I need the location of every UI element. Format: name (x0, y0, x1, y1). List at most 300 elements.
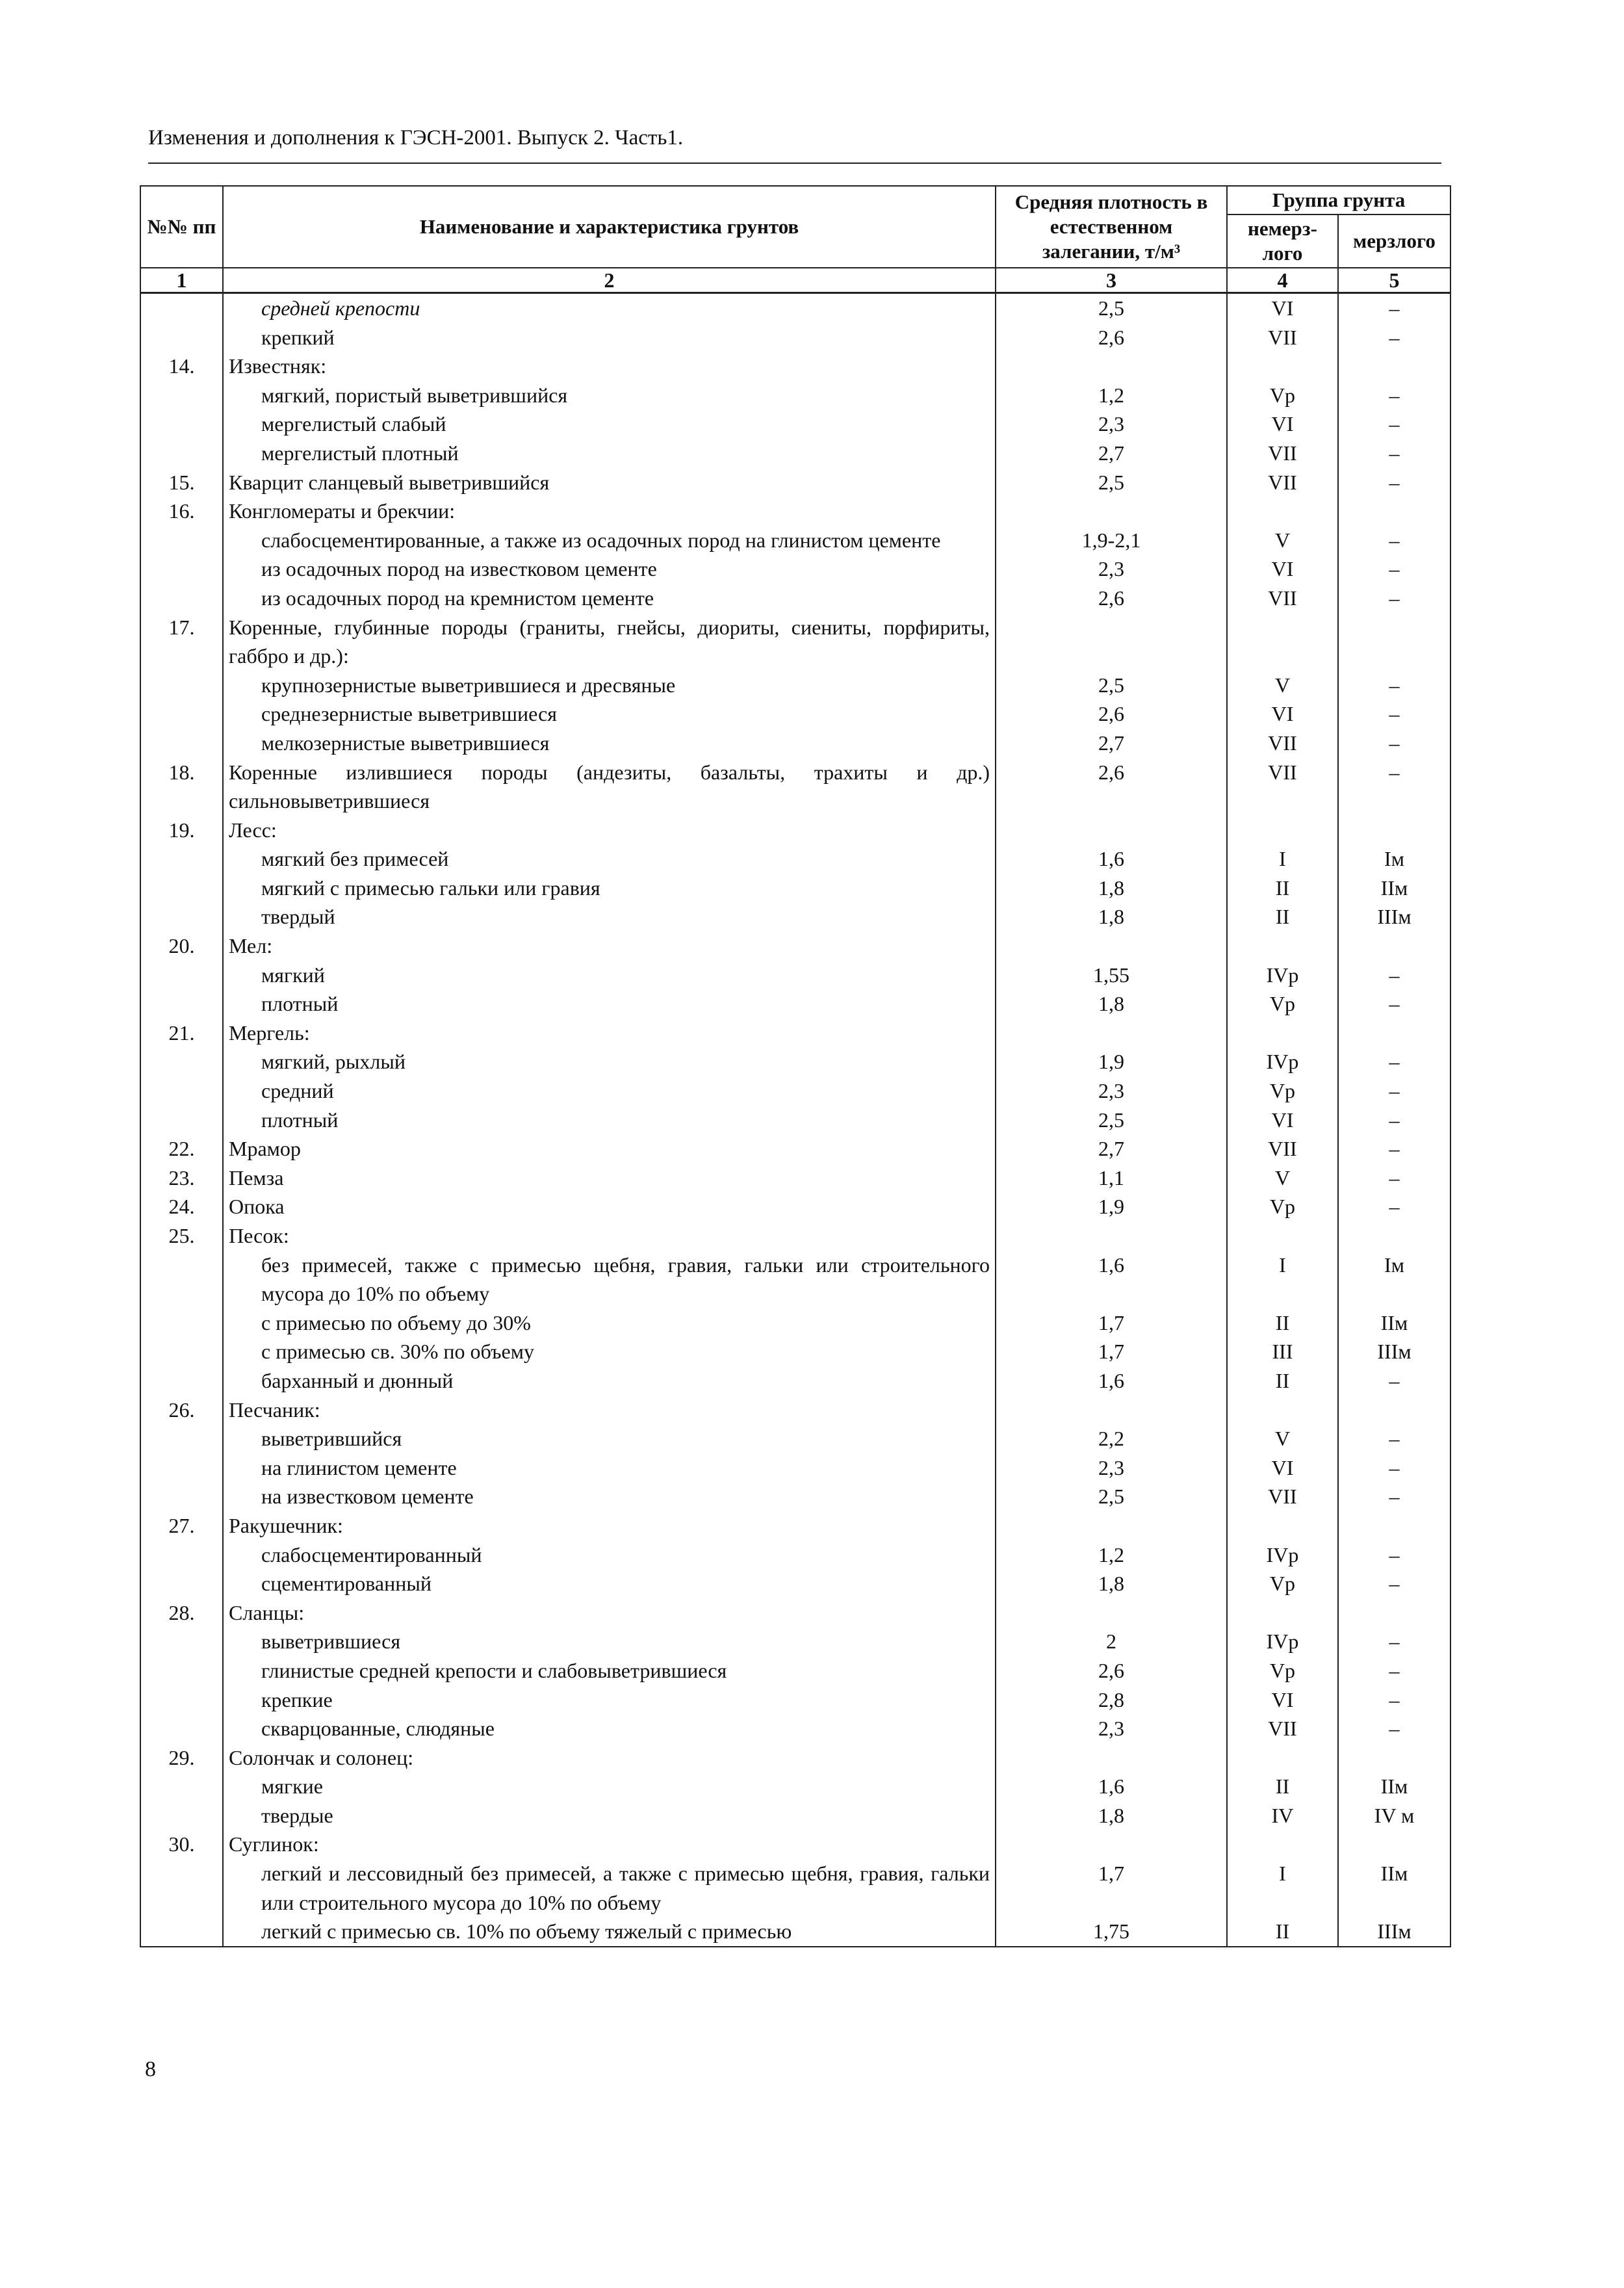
row-density: 2,6 (996, 1656, 1227, 1685)
row-group-frozen: – (1338, 468, 1450, 497)
col-header-density: Средняя плотность в естественном залегании, т/м³ (996, 186, 1227, 268)
row-group-unfrozen: Vр (1227, 1192, 1338, 1221)
table-row (140, 989, 1450, 1019)
row-density: 1,9 (996, 1192, 1227, 1221)
row-density: 1,8 (996, 1801, 1227, 1830)
row-group-unfrozen: VII (1227, 439, 1338, 468)
row-name: средний (223, 1076, 996, 1106)
row-number (140, 961, 223, 990)
row-group-unfrozen: VII (1227, 729, 1338, 758)
row-group-unfrozen: II (1227, 902, 1338, 931)
row-group-frozen (1338, 1743, 1450, 1773)
col-header-num: №№ пп (140, 186, 223, 268)
row-name: крепкий (223, 323, 996, 352)
row-group-unfrozen: VI (1227, 1685, 1338, 1715)
table-row (140, 497, 1450, 526)
row-group-frozen: IV м (1338, 1801, 1450, 1830)
table-row (140, 1685, 1450, 1715)
row-name: барханный и дюнный (223, 1366, 996, 1396)
row-name: легкий с примесью св. 10% по объему тяжелый с примесью (223, 1917, 996, 1947)
row-name: мергелистый слабый (223, 410, 996, 439)
row-name: легкий и лессовидный без примесей, а также с примесью щебня, гравия, гальки или строительного мусора до 10% по объему (223, 1859, 996, 1917)
row-number (140, 1424, 223, 1453)
row-number (140, 1308, 223, 1338)
row-group-unfrozen: VII (1227, 758, 1338, 816)
row-group-frozen: – (1338, 989, 1450, 1019)
row-number (140, 699, 223, 729)
row-group-frozen: Iм (1338, 844, 1450, 874)
row-name: Мергель: (223, 1019, 996, 1048)
row-name: плотный (223, 1106, 996, 1135)
row-name: твердый (223, 902, 996, 931)
table-row (140, 844, 1450, 874)
table-row (140, 1743, 1450, 1773)
row-group-frozen (1338, 497, 1450, 526)
row-number (140, 989, 223, 1019)
row-group-frozen: – (1338, 1569, 1450, 1598)
row-name: из осадочных пород на известковом цементе (223, 554, 996, 584)
row-density: 2,5 (996, 293, 1227, 323)
table-row (140, 1047, 1450, 1076)
table-row (140, 816, 1450, 845)
row-group-unfrozen: I (1227, 1251, 1338, 1308)
col-header-frozen: мерзлого (1338, 214, 1450, 268)
row-name: мягкий без примесей (223, 844, 996, 874)
row-group-frozen: – (1338, 1076, 1450, 1106)
table-row (140, 729, 1450, 758)
row-name: Солончак и солонец: (223, 1743, 996, 1773)
row-number (140, 526, 223, 555)
row-group-frozen (1338, 1221, 1450, 1251)
row-group-unfrozen (1227, 497, 1338, 526)
row-group-unfrozen: Vр (1227, 1569, 1338, 1598)
row-number: 20. (140, 931, 223, 961)
row-name: средней крепости (223, 293, 996, 323)
row-group-unfrozen: IVр (1227, 1627, 1338, 1656)
table-row (140, 1511, 1450, 1540)
row-name: мягкий, пористый выветрившийся (223, 381, 996, 410)
table-row (140, 1656, 1450, 1685)
row-group-frozen: – (1338, 554, 1450, 584)
row-group-frozen: – (1338, 323, 1450, 352)
row-name: крепкие (223, 1685, 996, 1715)
row-density: 2,6 (996, 323, 1227, 352)
soil-table (140, 185, 1451, 1947)
table-row (140, 1337, 1450, 1366)
row-name: Сланцы: (223, 1598, 996, 1628)
col-number-4: 4 (1227, 268, 1338, 293)
row-group-unfrozen: VII (1227, 1134, 1338, 1164)
table-row (140, 293, 1450, 323)
row-number (140, 1076, 223, 1106)
row-name: Известняк: (223, 352, 996, 381)
row-density (996, 613, 1227, 671)
col-number-3: 3 (996, 268, 1227, 293)
row-group-frozen: – (1338, 1540, 1450, 1570)
col-header-unfrozen: немерз-лого (1227, 214, 1338, 268)
row-group-unfrozen: III (1227, 1337, 1338, 1366)
row-name: на известковом цементе (223, 1482, 996, 1511)
row-name: Мрамор (223, 1134, 996, 1164)
row-group-unfrozen (1227, 352, 1338, 381)
row-name: глинистые средней крепости и слабовыветрившиеся (223, 1656, 996, 1685)
row-name: с примесью по объему до 30% (223, 1308, 996, 1338)
table-row (140, 1598, 1450, 1628)
row-density: 2,6 (996, 758, 1227, 816)
row-name: твердые (223, 1801, 996, 1830)
table-row (140, 1396, 1450, 1425)
col-number-5: 5 (1338, 268, 1450, 293)
table-row (140, 1917, 1450, 1947)
row-density: 1,7 (996, 1337, 1227, 1366)
row-density: 2,7 (996, 1134, 1227, 1164)
row-number (140, 1337, 223, 1366)
row-name: из осадочных пород на кремнистом цементе (223, 584, 996, 613)
table-body (140, 293, 1450, 1947)
row-density: 1,6 (996, 1772, 1227, 1801)
row-number (140, 554, 223, 584)
table-row (140, 1424, 1450, 1453)
row-name: без примесей, также с примесью щебня, гравия, гальки или строительного мусора до 10% по объему (223, 1251, 996, 1308)
table-row (140, 1569, 1450, 1598)
row-name: Лесс: (223, 816, 996, 845)
header-rule (148, 162, 1441, 164)
row-density (996, 1511, 1227, 1540)
row-density: 2,5 (996, 1482, 1227, 1511)
row-group-frozen: – (1338, 1106, 1450, 1135)
row-name: Кварцит сланцевый выветрившийся (223, 468, 996, 497)
row-group-unfrozen: VI (1227, 1106, 1338, 1135)
row-group-unfrozen: VI (1227, 699, 1338, 729)
row-density: 2,3 (996, 554, 1227, 584)
row-name: плотный (223, 989, 996, 1019)
row-density (996, 497, 1227, 526)
row-density: 1,2 (996, 1540, 1227, 1570)
row-number (140, 584, 223, 613)
row-density: 1,8 (996, 874, 1227, 903)
row-density: 2,6 (996, 584, 1227, 613)
table-row (140, 1453, 1450, 1483)
row-group-frozen: – (1338, 758, 1450, 816)
row-group-frozen: IIм (1338, 1859, 1450, 1917)
row-density: 2,3 (996, 1453, 1227, 1483)
row-number (140, 1047, 223, 1076)
row-number (140, 1714, 223, 1743)
row-number: 14. (140, 352, 223, 381)
row-density: 2,7 (996, 439, 1227, 468)
col-number-2: 2 (223, 268, 996, 293)
row-group-unfrozen: V (1227, 1424, 1338, 1453)
row-density: 2,5 (996, 468, 1227, 497)
row-number (140, 323, 223, 352)
row-group-unfrozen: VII (1227, 1714, 1338, 1743)
row-name: Коренные, глубинные породы (граниты, гнейсы, диориты, сиениты, порфириты, габбро и др.): (223, 613, 996, 671)
row-number (140, 1366, 223, 1396)
row-density: 2,2 (996, 1424, 1227, 1453)
row-name: слабосцементированные, а также из осадочных пород на глинистом цементе (223, 526, 996, 555)
row-number (140, 902, 223, 931)
row-group-frozen (1338, 352, 1450, 381)
row-number (140, 1627, 223, 1656)
table-row (140, 1859, 1450, 1917)
row-density: 2,3 (996, 1714, 1227, 1743)
row-number: 17. (140, 613, 223, 671)
row-group-unfrozen: II (1227, 1308, 1338, 1338)
row-group-unfrozen (1227, 613, 1338, 671)
row-name: Ракушечник: (223, 1511, 996, 1540)
row-number (140, 729, 223, 758)
col-header-group: Группа грунта (1227, 186, 1450, 214)
row-group-unfrozen: VII (1227, 323, 1338, 352)
table-row (140, 323, 1450, 352)
row-group-unfrozen (1227, 1019, 1338, 1048)
table-row (140, 1714, 1450, 1743)
row-number (140, 1453, 223, 1483)
row-density: 2,3 (996, 1076, 1227, 1106)
row-group-unfrozen: II (1227, 1772, 1338, 1801)
row-group-frozen: – (1338, 1656, 1450, 1685)
row-group-frozen (1338, 1830, 1450, 1859)
row-group-frozen: – (1338, 1047, 1450, 1076)
row-name: мягкие (223, 1772, 996, 1801)
row-density: 2,5 (996, 671, 1227, 700)
row-group-unfrozen: II (1227, 1917, 1338, 1947)
row-group-unfrozen: VII (1227, 584, 1338, 613)
row-group-frozen: – (1338, 526, 1450, 555)
row-group-frozen: IIIм (1338, 1917, 1450, 1947)
row-number: 19. (140, 816, 223, 845)
row-density: 2 (996, 1627, 1227, 1656)
row-group-unfrozen: IV (1227, 1801, 1338, 1830)
col-number-1: 1 (140, 268, 223, 293)
table-row (140, 613, 1450, 671)
row-density: 1,7 (996, 1308, 1227, 1338)
row-density: 1,7 (996, 1859, 1227, 1917)
row-name: Песчаник: (223, 1396, 996, 1425)
row-number (140, 381, 223, 410)
row-group-frozen (1338, 931, 1450, 961)
row-number (140, 293, 223, 323)
row-number (140, 1482, 223, 1511)
row-name: Коренные излившиеся породы (андезиты, базальты, трахиты и др.) сильновыветрившиеся (223, 758, 996, 816)
row-group-frozen: – (1338, 671, 1450, 700)
row-number: 26. (140, 1396, 223, 1425)
table-row (140, 1221, 1450, 1251)
row-group-frozen: – (1338, 1366, 1450, 1396)
row-group-unfrozen: VII (1227, 468, 1338, 497)
row-group-frozen: – (1338, 1134, 1450, 1164)
row-name: выветрившийся (223, 1424, 996, 1453)
row-number: 22. (140, 1134, 223, 1164)
row-name: мягкий (223, 961, 996, 990)
row-name: Суглинок: (223, 1830, 996, 1859)
table-row (140, 1106, 1450, 1135)
row-number: 21. (140, 1019, 223, 1048)
table-row (140, 931, 1450, 961)
row-number (140, 1106, 223, 1135)
row-group-unfrozen: V (1227, 1164, 1338, 1193)
table-row (140, 961, 1450, 990)
row-group-frozen: – (1338, 1685, 1450, 1715)
row-group-frozen: – (1338, 1192, 1450, 1221)
table-row (140, 1308, 1450, 1338)
row-density: 2,8 (996, 1685, 1227, 1715)
row-group-unfrozen: VI (1227, 410, 1338, 439)
table-row (140, 874, 1450, 903)
row-number (140, 1656, 223, 1685)
row-number (140, 1859, 223, 1917)
row-number (140, 1685, 223, 1715)
row-group-unfrozen (1227, 1598, 1338, 1628)
row-density (996, 816, 1227, 845)
row-group-unfrozen: VII (1227, 1482, 1338, 1511)
row-number: 16. (140, 497, 223, 526)
row-name: мягкий, рыхлый (223, 1047, 996, 1076)
row-group-unfrozen: VI (1227, 554, 1338, 584)
row-number: 27. (140, 1511, 223, 1540)
row-density (996, 1396, 1227, 1425)
row-group-frozen (1338, 1511, 1450, 1540)
row-group-unfrozen: I (1227, 844, 1338, 874)
row-group-unfrozen: II (1227, 1366, 1338, 1396)
row-density: 1,6 (996, 1251, 1227, 1308)
row-group-unfrozen (1227, 816, 1338, 845)
row-number (140, 1772, 223, 1801)
row-number (140, 439, 223, 468)
row-name: среднезернистые выветрившиеся (223, 699, 996, 729)
row-name: с примесью св. 30% по объему (223, 1337, 996, 1366)
row-number (140, 410, 223, 439)
row-density: 1,9-2,1 (996, 526, 1227, 555)
row-density: 1,6 (996, 1366, 1227, 1396)
table-row (140, 1076, 1450, 1106)
row-group-unfrozen: IVр (1227, 1047, 1338, 1076)
row-group-frozen (1338, 613, 1450, 671)
table-row (140, 1627, 1450, 1656)
row-group-unfrozen (1227, 931, 1338, 961)
row-density: 2,5 (996, 1106, 1227, 1135)
row-group-frozen: IIIм (1338, 1337, 1450, 1366)
row-group-frozen: – (1338, 439, 1450, 468)
table-row (140, 1830, 1450, 1859)
row-name: мелкозернистые выветрившиеся (223, 729, 996, 758)
table-row (140, 468, 1450, 497)
table-row (140, 1134, 1450, 1164)
table-row (140, 554, 1450, 584)
row-group-frozen (1338, 1019, 1450, 1048)
row-density: 1,75 (996, 1917, 1227, 1947)
row-group-frozen: – (1338, 584, 1450, 613)
table-row (140, 439, 1450, 468)
row-group-frozen: – (1338, 293, 1450, 323)
table-row (140, 1192, 1450, 1221)
row-number (140, 1540, 223, 1570)
table-row (140, 902, 1450, 931)
row-name: мягкий с примесью гальки или гравия (223, 874, 996, 903)
table-row (140, 699, 1450, 729)
row-group-unfrozen: IVр (1227, 961, 1338, 990)
row-density: 2,6 (996, 699, 1227, 729)
row-density: 2,7 (996, 729, 1227, 758)
table-row (140, 1482, 1450, 1511)
row-group-frozen: – (1338, 1164, 1450, 1193)
row-group-frozen (1338, 1598, 1450, 1628)
row-group-frozen: – (1338, 1714, 1450, 1743)
row-density: 1,6 (996, 844, 1227, 874)
row-density: 1,1 (996, 1164, 1227, 1193)
row-density (996, 1019, 1227, 1048)
table-row (140, 352, 1450, 381)
row-group-frozen (1338, 1396, 1450, 1425)
table-row (140, 1164, 1450, 1193)
row-name: Мел: (223, 931, 996, 961)
row-group-unfrozen: Vр (1227, 989, 1338, 1019)
row-group-unfrozen: II (1227, 874, 1338, 903)
row-group-unfrozen (1227, 1221, 1338, 1251)
row-density: 1,8 (996, 1569, 1227, 1598)
row-group-frozen (1338, 816, 1450, 845)
row-name: сцементированный (223, 1569, 996, 1598)
table-row (140, 526, 1450, 555)
table-row (140, 758, 1450, 816)
row-density: 1,2 (996, 381, 1227, 410)
row-density: 1,9 (996, 1047, 1227, 1076)
row-number: 24. (140, 1192, 223, 1221)
row-number: 30. (140, 1830, 223, 1859)
row-name: Опока (223, 1192, 996, 1221)
row-density (996, 1598, 1227, 1628)
row-number (140, 1569, 223, 1598)
row-number (140, 671, 223, 700)
row-name: Песок: (223, 1221, 996, 1251)
row-number: 29. (140, 1743, 223, 1773)
row-name: Пемза (223, 1164, 996, 1193)
row-group-frozen: – (1338, 410, 1450, 439)
row-group-unfrozen (1227, 1511, 1338, 1540)
row-group-frozen: – (1338, 1453, 1450, 1483)
row-group-frozen: IIIм (1338, 902, 1450, 931)
row-name: мергелистый плотный (223, 439, 996, 468)
row-number (140, 1917, 223, 1947)
page-number: 8 (145, 2057, 156, 2081)
row-group-frozen: IIм (1338, 874, 1450, 903)
table-row (140, 1251, 1450, 1308)
row-name: слабосцементированный (223, 1540, 996, 1570)
row-number (140, 1251, 223, 1308)
row-density: 1,8 (996, 902, 1227, 931)
table-row (140, 1801, 1450, 1830)
row-group-unfrozen: Vр (1227, 1076, 1338, 1106)
row-group-unfrozen (1227, 1830, 1338, 1859)
row-group-unfrozen: Vр (1227, 381, 1338, 410)
row-number (140, 874, 223, 903)
table-row (140, 381, 1450, 410)
row-density: 2,3 (996, 410, 1227, 439)
row-group-frozen: IIм (1338, 1772, 1450, 1801)
row-group-frozen: – (1338, 381, 1450, 410)
row-group-frozen: – (1338, 699, 1450, 729)
table-row (140, 1772, 1450, 1801)
row-number: 25. (140, 1221, 223, 1251)
col-header-name: Наименование и характеристика грунтов (223, 186, 996, 268)
row-density (996, 352, 1227, 381)
row-number (140, 844, 223, 874)
row-density (996, 1221, 1227, 1251)
row-group-frozen: IIм (1338, 1308, 1450, 1338)
row-number (140, 1801, 223, 1830)
table-row (140, 1540, 1450, 1570)
row-group-unfrozen (1227, 1743, 1338, 1773)
